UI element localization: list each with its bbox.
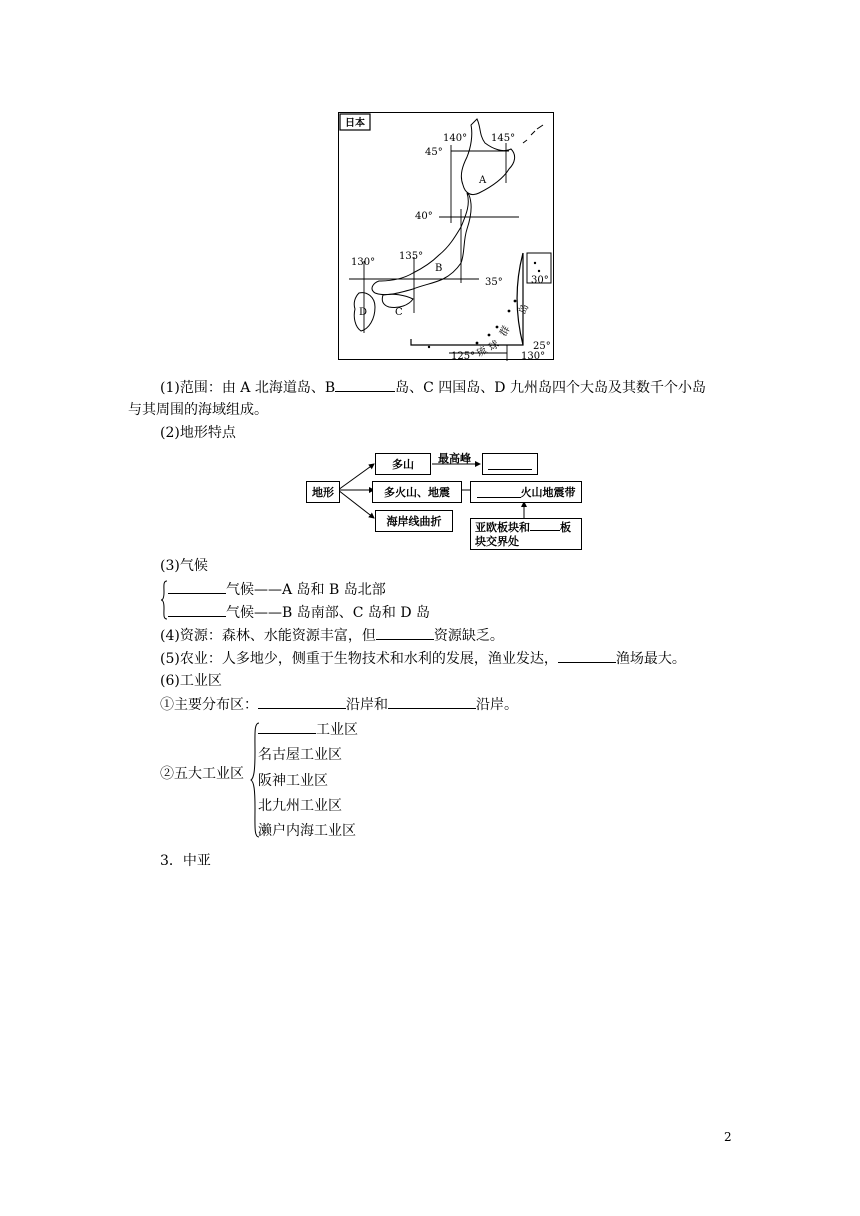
box-mountains: [375, 453, 431, 475]
volcano-label: 多火山、地震: [384, 486, 450, 499]
blank-coast-2: [388, 694, 476, 709]
japan-map-drawing: [339, 113, 555, 361]
label-ryukyu3: 群: [498, 324, 513, 339]
label-ryukyu1: 琉: [475, 345, 490, 360]
blank-zone-1: [258, 719, 316, 734]
box-volcano: [372, 481, 462, 503]
japan-map: [338, 112, 554, 360]
climate-line-2: [168, 602, 430, 623]
label-lon130b: 130°: [521, 351, 546, 361]
label-lon145: 145°: [491, 133, 516, 144]
distribution-text-b: 沿岸和: [346, 697, 388, 713]
section-central-asia: 3．中亚: [160, 853, 211, 869]
map-title: 日本: [345, 118, 365, 129]
blank-climate-2: [168, 602, 226, 617]
box-plates: [470, 518, 582, 550]
industry-distribution-line: [160, 694, 518, 715]
agriculture-text-a: (5)农业：人多地少，侧重于生物技术和水利的发展，渔业发达，: [160, 651, 558, 667]
label-lon140: 140°: [443, 133, 468, 144]
industry-heading: (6)工业区: [160, 673, 222, 689]
plate-a: 亚欧板块和: [475, 520, 530, 534]
agriculture-text-b: 渔场最大。: [615, 651, 686, 667]
plates-line-2: 块交界处: [475, 534, 519, 548]
blank-b-island: [335, 377, 395, 392]
label-ryukyu4: 岛: [517, 302, 532, 317]
range-line-2: 与其周围的海域组成。: [128, 402, 268, 418]
blank-resources: [376, 625, 434, 640]
label-lat35: 35°: [485, 277, 503, 288]
label-lon130: 130°: [351, 257, 376, 268]
zone-1: [258, 719, 358, 740]
page-number: 2: [724, 1130, 732, 1144]
box-belt: [470, 481, 582, 503]
blank-plate: [530, 520, 560, 531]
label-A: A: [479, 175, 487, 186]
zone-2: 名古屋工业区: [258, 747, 342, 763]
label-lat40: 40°: [415, 211, 433, 222]
blank-fishery: [558, 648, 616, 663]
range-text-b: 岛、C 四国岛、D 九州岛四个大岛及其数千个小岛: [395, 380, 706, 396]
blank-highest-peak: [488, 459, 532, 470]
resources-line: [160, 625, 504, 646]
label-lat30: 30°: [531, 275, 549, 286]
box-coast: [375, 510, 453, 532]
terrain-label: 地形: [312, 486, 334, 499]
climate-text-2: 气候——B 岛南部、C 岛和 D 岛: [226, 605, 431, 621]
zone-1-text: 工业区: [316, 722, 358, 738]
label-C: C: [395, 307, 403, 318]
climate-line-1: [168, 579, 386, 600]
box-highest-peak: [482, 453, 538, 475]
label-D: D: [359, 307, 368, 318]
climate-text-1: 气候——A 岛和 B 岛北部: [226, 582, 386, 598]
mountains-label: 多山: [392, 458, 414, 471]
climate-heading: (3)气候: [160, 558, 208, 574]
range-line-1: [160, 377, 706, 398]
box-terrain: [306, 481, 340, 503]
label-lat45: 45°: [425, 147, 443, 158]
plate-b: 板: [560, 520, 571, 534]
resources-text-b: 资源缺乏。: [433, 628, 504, 644]
highest-peak-label: 最高峰: [438, 452, 471, 465]
distribution-text-c: 沿岸。: [476, 697, 518, 713]
agriculture-line: [160, 648, 686, 669]
distribution-text-a: ①主要分布区：: [160, 697, 258, 713]
label-lon125: 125°: [451, 351, 476, 361]
blank-climate-1: [168, 579, 226, 594]
resources-text-a: (4)资源：森林、水能资源丰富，但: [160, 628, 376, 644]
label-lon135: 135°: [399, 251, 424, 262]
belt-label: 火山地震带: [520, 486, 576, 499]
range-text-a: (1)范围：由 A 北海道岛、B: [160, 380, 336, 396]
terrain-heading: (2)地形特点: [160, 425, 236, 441]
zone-4: 北九州工业区: [258, 798, 342, 814]
coast-label: 海岸线曲折: [386, 515, 442, 528]
climate-brace: [160, 580, 168, 620]
blank-coast-1: [258, 694, 346, 709]
five-zones-label: ②五大工业区: [160, 766, 244, 782]
blank-belt: [477, 487, 521, 498]
zone-3: 阪神工业区: [258, 773, 328, 789]
zone-5: 濑户内海工业区: [258, 823, 356, 839]
label-B: B: [435, 263, 443, 274]
plates-line-1: [475, 520, 571, 535]
label-lat25: 25°: [533, 341, 551, 352]
label-ryukyu2: 球: [487, 339, 502, 354]
